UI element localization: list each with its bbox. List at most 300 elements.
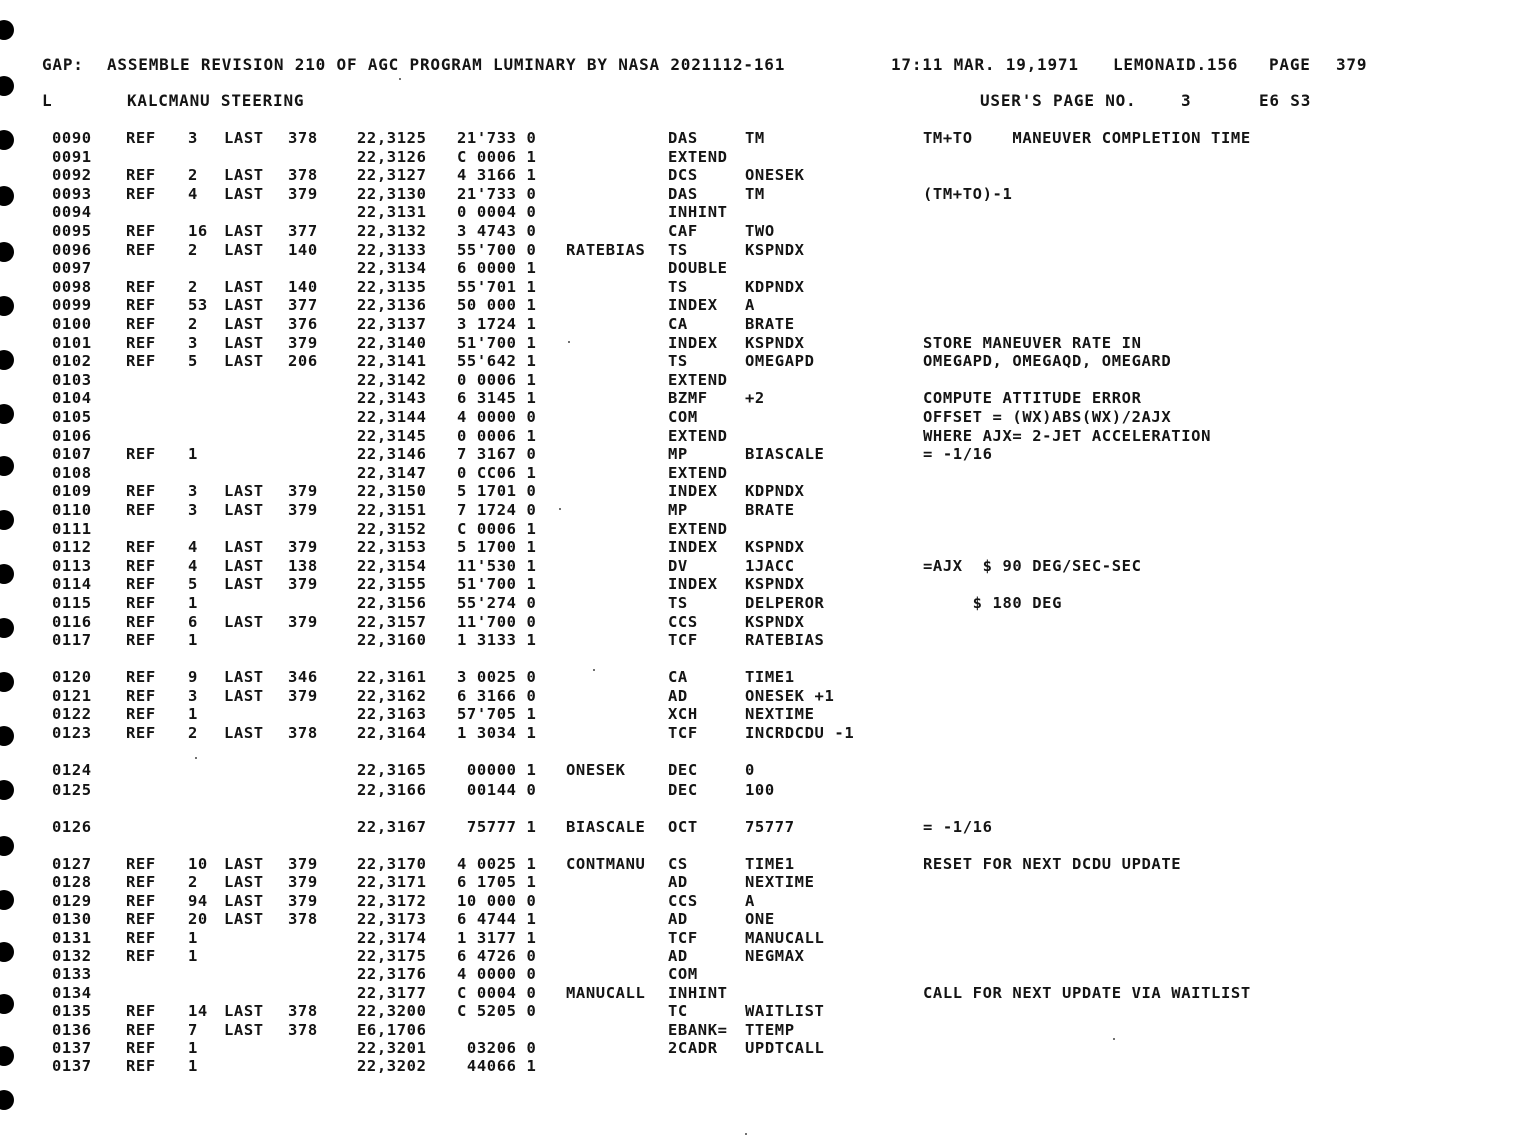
row-operand: A — [745, 296, 755, 315]
row-address: 22,3126 — [357, 147, 427, 166]
row-opcode: XCH — [668, 705, 698, 724]
row-operand: 1JACC — [745, 556, 795, 575]
header-title: ASSEMBLE REVISION 210 OF AGC PROGRAM LUMINARY BY NASA 2021112-161 — [107, 55, 786, 74]
row-ref-count: 5 — [188, 352, 198, 371]
row-octal-word: 4 0025 1 — [457, 855, 537, 873]
row-comment: WHERE AJX= 2-JET ACCELERATION — [923, 426, 1212, 445]
row-address: 22,3143 — [357, 389, 427, 408]
punch-hole — [0, 20, 14, 40]
row-opcode: EXTEND — [668, 426, 728, 445]
row-octal-word: 21'733 0 — [457, 184, 537, 203]
row-line-number: 0104 — [52, 389, 92, 408]
row-ref-keyword: REF — [126, 556, 156, 575]
row-octal-word: 6 4726 0 — [457, 947, 537, 965]
row-operand: TM — [745, 129, 765, 147]
row-last-keyword: LAST — [224, 333, 264, 352]
row-line-number: 0129 — [52, 891, 92, 910]
row-ref-keyword: REF — [126, 1020, 156, 1039]
row-address: 22,3133 — [357, 240, 427, 259]
row-address: 22,3151 — [357, 501, 427, 519]
row-ref-keyword: REF — [126, 1057, 156, 1076]
row-last-page: 378 — [288, 1020, 318, 1039]
row-last-page: 379 — [288, 855, 318, 873]
row-ref-keyword: REF — [126, 352, 156, 371]
row-last-keyword: LAST — [224, 1020, 264, 1039]
row-last-keyword: LAST — [224, 277, 264, 296]
row-last-page: 378 — [288, 1002, 318, 1021]
row-last-keyword: LAST — [224, 891, 264, 910]
row-ref-count: 1 — [188, 1057, 198, 1076]
row-opcode: DAS — [668, 184, 698, 203]
row-last-page: 379 — [288, 333, 318, 352]
row-last-keyword: LAST — [224, 910, 264, 929]
row-octal-word: 5 1701 0 — [457, 482, 537, 501]
bank-label: E6 S3 — [1259, 91, 1312, 110]
punch-hole — [0, 510, 14, 530]
row-operand: +2 — [745, 389, 765, 408]
row-address: 22,3145 — [357, 426, 427, 445]
row-line-number: 0116 — [52, 612, 92, 631]
row-address: 22,3154 — [357, 556, 427, 575]
row-octal-word: 6 3145 1 — [457, 389, 537, 408]
row-octal-word: 1 3034 1 — [457, 723, 537, 742]
row-opcode: DEC — [668, 781, 698, 799]
row-ref-count: 4 — [188, 556, 198, 575]
row-last-page: 378 — [288, 723, 318, 742]
row-address: 22,3156 — [357, 594, 427, 612]
row-opcode: CA — [668, 315, 688, 333]
row-address: 22,3127 — [357, 166, 427, 185]
row-line-number: 0091 — [52, 147, 92, 166]
punch-hole — [0, 1046, 14, 1066]
row-last-page: 377 — [288, 222, 318, 240]
row-comment: = -1/16 — [923, 445, 993, 464]
row-address: 22,3134 — [357, 259, 427, 278]
row-ref-keyword: REF — [126, 891, 156, 910]
row-operand: KSPNDX — [745, 612, 805, 631]
row-label: MANUCALL — [566, 983, 646, 1002]
paper-speck — [559, 508, 561, 510]
row-comment: =AJX $ 90 DEG/SEC-SEC — [923, 556, 1142, 575]
row-last-keyword: LAST — [224, 873, 264, 892]
row-operand: DELPEROR — [745, 594, 825, 612]
user-page-label: USER'S PAGE NO. — [980, 91, 1137, 110]
row-ref-count: 2 — [188, 240, 198, 259]
row-last-page: 379 — [288, 612, 318, 631]
row-ref-keyword: REF — [126, 482, 156, 501]
row-ref-count: 1 — [188, 705, 198, 724]
row-ref-count: 4 — [188, 184, 198, 203]
row-address: 22,3136 — [357, 296, 427, 315]
row-address: 22,3146 — [357, 445, 427, 464]
row-operand: 0 — [745, 761, 755, 779]
row-line-number: 0136 — [52, 1020, 92, 1039]
row-line-number: 0096 — [52, 240, 92, 259]
row-operand: KSPNDX — [745, 333, 805, 352]
row-octal-word: 4 0000 0 — [457, 408, 537, 426]
row-line-number: 0126 — [52, 818, 92, 836]
row-last-keyword: LAST — [224, 352, 264, 371]
row-opcode: EXTEND — [668, 519, 728, 538]
row-last-keyword: LAST — [224, 166, 264, 185]
row-line-number: 0123 — [52, 723, 92, 742]
row-address: 22,3166 — [357, 781, 427, 799]
row-opcode: TS — [668, 277, 688, 296]
row-comment: = -1/16 — [923, 818, 993, 836]
row-opcode: TCF — [668, 928, 698, 947]
row-line-number: 0094 — [52, 203, 92, 222]
row-operand: KSPNDX — [745, 240, 805, 259]
row-octal-word: 1 3177 1 — [457, 928, 537, 947]
row-opcode: INDEX — [668, 538, 718, 557]
paper-speck — [593, 669, 595, 671]
row-octal-word: 03206 0 — [457, 1039, 537, 1057]
row-ref-count: 3 — [188, 129, 198, 147]
row-label: RATEBIAS — [566, 240, 646, 259]
row-octal-word: 7 1724 0 — [457, 501, 537, 519]
row-ref-keyword: REF — [126, 947, 156, 965]
row-last-keyword: LAST — [224, 723, 264, 742]
row-operand: 100 — [745, 781, 775, 799]
row-ref-keyword: REF — [126, 166, 156, 185]
punch-hole — [0, 130, 14, 150]
row-octal-word: 0 CC06 1 — [457, 463, 537, 482]
row-octal-word: 55'700 0 — [457, 240, 537, 259]
row-opcode: OCT — [668, 818, 698, 836]
row-octal-word: 0 0004 0 — [457, 203, 537, 222]
paper-speck — [399, 78, 401, 80]
row-octal-word: 7 3167 0 — [457, 445, 537, 464]
row-last-keyword: LAST — [224, 686, 264, 705]
row-comment: OFFSET = (WX)ABS(WX)/2AJX — [923, 408, 1172, 426]
row-line-number: 0125 — [52, 781, 92, 799]
row-octal-word: 1 3133 1 — [457, 631, 537, 650]
row-octal-word: 00000 1 — [457, 761, 537, 779]
paper-speck — [568, 341, 570, 343]
row-line-number: 0137 — [52, 1039, 92, 1057]
row-ref-count: 2 — [188, 315, 198, 333]
punch-hole — [0, 672, 14, 692]
row-line-number: 0130 — [52, 910, 92, 929]
row-octal-word: 51'700 1 — [457, 575, 537, 594]
row-address: 22,3167 — [357, 818, 427, 836]
row-ref-keyword: REF — [126, 668, 156, 686]
punch-hole — [0, 296, 14, 316]
row-opcode: 2CADR — [668, 1039, 718, 1057]
row-opcode: INDEX — [668, 296, 718, 315]
row-comment: STORE MANEUVER RATE IN — [923, 333, 1142, 352]
row-octal-word: 3 0025 0 — [457, 668, 537, 686]
punch-hole — [0, 890, 14, 910]
row-line-number: 0102 — [52, 352, 92, 371]
row-ref-count: 1 — [188, 947, 198, 965]
row-line-number: 0133 — [52, 965, 92, 984]
row-ref-keyword: REF — [126, 928, 156, 947]
header-gap-label: GAP: — [42, 55, 84, 74]
row-ref-keyword: REF — [126, 873, 156, 892]
row-opcode: MP — [668, 501, 688, 519]
row-address: 22,3142 — [357, 370, 427, 389]
row-line-number: 0092 — [52, 166, 92, 185]
row-last-keyword: LAST — [224, 222, 264, 240]
row-last-page: 140 — [288, 240, 318, 259]
row-comment: RESET FOR NEXT DCDU UPDATE — [923, 855, 1182, 873]
row-operand: OMEGAPD — [745, 352, 815, 371]
row-opcode: AD — [668, 947, 688, 965]
row-octal-word: 75777 1 — [457, 818, 537, 836]
row-ref-count: 3 — [188, 501, 198, 519]
row-last-page: 346 — [288, 668, 318, 686]
row-ref-count: 4 — [188, 538, 198, 557]
row-last-keyword: LAST — [224, 1002, 264, 1021]
row-last-keyword: LAST — [224, 668, 264, 686]
row-last-keyword: LAST — [224, 612, 264, 631]
row-opcode: EBANK= — [668, 1020, 728, 1039]
row-ref-count: 2 — [188, 873, 198, 892]
row-operand: TIME1 — [745, 668, 795, 686]
row-line-number: 0124 — [52, 761, 92, 779]
row-octal-word: 5 1700 1 — [457, 538, 537, 557]
row-octal-word: C 0006 1 — [457, 519, 537, 538]
row-ref-count: 53 — [188, 296, 208, 315]
row-line-number: 0108 — [52, 463, 92, 482]
punch-hole — [0, 1090, 14, 1110]
row-line-number: 0109 — [52, 482, 92, 501]
row-octal-word: 6 1705 1 — [457, 873, 537, 892]
row-ref-keyword: REF — [126, 333, 156, 352]
row-operand: TM — [745, 184, 765, 203]
row-operand: TIME1 — [745, 855, 795, 873]
row-octal-word: 6 0000 1 — [457, 259, 537, 278]
row-line-number: 0099 — [52, 296, 92, 315]
row-opcode: AD — [668, 686, 688, 705]
row-line-number: 0095 — [52, 222, 92, 240]
row-last-page: 379 — [288, 538, 318, 557]
row-line-number: 0121 — [52, 686, 92, 705]
row-ref-count: 3 — [188, 333, 198, 352]
row-octal-word: 55'642 1 — [457, 352, 537, 371]
row-ref-keyword: REF — [126, 705, 156, 724]
punch-hole — [0, 726, 14, 746]
row-ref-keyword: REF — [126, 631, 156, 650]
row-operand: 75777 — [745, 818, 795, 836]
row-ref-keyword: REF — [126, 723, 156, 742]
row-last-keyword: LAST — [224, 129, 264, 147]
row-address: 22,3153 — [357, 538, 427, 557]
row-ref-keyword: REF — [126, 277, 156, 296]
row-octal-word: 11'700 0 — [457, 612, 537, 631]
row-last-page: 379 — [288, 482, 318, 501]
row-ref-keyword: REF — [126, 575, 156, 594]
user-page-number: 3 — [1181, 91, 1192, 110]
row-octal-word: 3 4743 0 — [457, 222, 537, 240]
row-address: 22,3140 — [357, 333, 427, 352]
row-address: 22,3137 — [357, 315, 427, 333]
row-line-number: 0113 — [52, 556, 92, 575]
row-octal-word: 00144 0 — [457, 781, 537, 799]
row-ref-count: 2 — [188, 723, 198, 742]
row-operand: NEXTIME — [745, 705, 815, 724]
row-line-number: 0120 — [52, 668, 92, 686]
paper-speck — [1113, 1038, 1115, 1040]
row-line-number: 0098 — [52, 277, 92, 296]
row-ref-keyword: REF — [126, 129, 156, 147]
row-opcode: TCF — [668, 631, 698, 650]
row-operand: INCRDCDU -1 — [745, 723, 855, 742]
row-last-page: 378 — [288, 129, 318, 147]
row-operand: ONE — [745, 910, 775, 929]
row-operand: KDPNDX — [745, 277, 805, 296]
row-opcode: INDEX — [668, 575, 718, 594]
row-last-keyword: LAST — [224, 184, 264, 203]
row-octal-word: 11'530 1 — [457, 556, 537, 575]
row-operand: RATEBIAS — [745, 631, 825, 650]
punch-hole — [0, 456, 14, 476]
row-opcode: CA — [668, 668, 688, 686]
row-address: 22,3170 — [357, 855, 427, 873]
row-address: 22,3171 — [357, 873, 427, 892]
row-opcode: DEC — [668, 761, 698, 779]
row-octal-word: 6 3166 0 — [457, 686, 537, 705]
row-line-number: 0122 — [52, 705, 92, 724]
row-address: 22,3147 — [357, 463, 427, 482]
row-last-page: 379 — [288, 686, 318, 705]
row-address: 22,3175 — [357, 947, 427, 965]
row-last-page: 379 — [288, 575, 318, 594]
row-address: 22,3177 — [357, 983, 427, 1002]
row-octal-word: C 0004 0 — [457, 983, 537, 1002]
row-opcode: INDEX — [668, 482, 718, 501]
row-address: 22,3130 — [357, 184, 427, 203]
row-opcode: BZMF — [668, 389, 708, 408]
row-line-number: 0097 — [52, 259, 92, 278]
row-opcode: EXTEND — [668, 147, 728, 166]
row-octal-word: 10 000 0 — [457, 891, 537, 910]
row-comment: TM+TO MANEUVER COMPLETION TIME — [923, 129, 1251, 147]
row-line-number: 0137 — [52, 1057, 92, 1076]
row-last-page: 378 — [288, 166, 318, 185]
row-address: 22,3160 — [357, 631, 427, 650]
row-octal-word: 6 4744 1 — [457, 910, 537, 929]
row-ref-keyword: REF — [126, 594, 156, 612]
row-line-number: 0093 — [52, 184, 92, 203]
row-last-keyword: LAST — [224, 575, 264, 594]
row-operand: A — [745, 891, 755, 910]
row-operand: TTEMP — [745, 1020, 795, 1039]
row-octal-word: 51'700 1 — [457, 333, 537, 352]
row-octal-word: 4 0000 0 — [457, 965, 537, 984]
row-last-page: 377 — [288, 296, 318, 315]
row-ref-count: 5 — [188, 575, 198, 594]
row-operand: KSPNDX — [745, 538, 805, 557]
row-ref-keyword: REF — [126, 855, 156, 873]
header-page-number: 379 — [1336, 55, 1368, 74]
row-last-page: 379 — [288, 873, 318, 892]
row-address: 22,3144 — [357, 408, 427, 426]
punch-hole — [0, 942, 14, 962]
punch-hole — [0, 350, 14, 370]
punch-hole — [0, 404, 14, 424]
row-ref-keyword: REF — [126, 1039, 156, 1057]
row-ref-count: 20 — [188, 910, 208, 929]
row-address: 22,3157 — [357, 612, 427, 631]
row-address: 22,3176 — [357, 965, 427, 984]
row-ref-count: 1 — [188, 445, 198, 464]
row-ref-count: 94 — [188, 891, 208, 910]
row-opcode: CCS — [668, 891, 698, 910]
row-last-page: 379 — [288, 501, 318, 519]
row-ref-keyword: REF — [126, 296, 156, 315]
header-assembler: LEMONAID.156 — [1113, 55, 1239, 74]
row-opcode: DOUBLE — [668, 259, 728, 278]
row-comment: (TM+TO)-1 — [923, 184, 1013, 203]
row-address: E6,1706 — [357, 1020, 427, 1039]
punch-hole — [0, 76, 14, 96]
row-address: 22,3165 — [357, 761, 427, 779]
row-octal-word: 0 0006 1 — [457, 370, 537, 389]
row-address: 22,3164 — [357, 723, 427, 742]
row-octal-word: 57'705 1 — [457, 705, 537, 724]
row-operand: NEXTIME — [745, 873, 815, 892]
row-line-number: 0127 — [52, 855, 92, 873]
row-last-keyword: LAST — [224, 240, 264, 259]
row-line-number: 0090 — [52, 129, 92, 147]
row-opcode: TS — [668, 594, 688, 612]
row-octal-word: 4 3166 1 — [457, 166, 537, 185]
row-operand: MANUCALL — [745, 928, 825, 947]
row-label: ONESEK — [566, 761, 626, 779]
row-opcode: INDEX — [668, 333, 718, 352]
row-operand: BRATE — [745, 501, 795, 519]
row-operand: ONESEK +1 — [745, 686, 835, 705]
row-ref-keyword: REF — [126, 445, 156, 464]
row-address: 22,3173 — [357, 910, 427, 929]
row-line-number: 0103 — [52, 370, 92, 389]
row-last-page: 378 — [288, 910, 318, 929]
row-line-number: 0107 — [52, 445, 92, 464]
row-address: 22,3163 — [357, 705, 427, 724]
row-ref-keyword: REF — [126, 240, 156, 259]
row-octal-word: 55'701 1 — [457, 277, 537, 296]
row-last-keyword: LAST — [224, 315, 264, 333]
row-line-number: 0132 — [52, 947, 92, 965]
row-address: 22,3161 — [357, 668, 427, 686]
row-octal-word: C 5205 0 — [457, 1002, 537, 1021]
row-address: 22,3141 — [357, 352, 427, 371]
row-last-page: 140 — [288, 277, 318, 296]
row-opcode: INHINT — [668, 983, 728, 1002]
row-address: 22,3131 — [357, 203, 427, 222]
row-address: 22,3125 — [357, 129, 427, 147]
row-ref-keyword: REF — [126, 910, 156, 929]
row-ref-keyword: REF — [126, 222, 156, 240]
paper-speck — [745, 1133, 747, 1135]
row-ref-count: 10 — [188, 855, 208, 873]
row-ref-keyword: REF — [126, 184, 156, 203]
row-opcode: DV — [668, 556, 688, 575]
row-ref-count: 1 — [188, 631, 198, 650]
punch-hole — [0, 242, 14, 262]
row-octal-word: 44066 1 — [457, 1057, 537, 1076]
row-octal-word: 0 0006 1 — [457, 426, 537, 445]
row-last-page: 379 — [288, 184, 318, 203]
row-operand: UPDTCALL — [745, 1039, 825, 1057]
row-opcode: EXTEND — [668, 463, 728, 482]
row-opcode: INHINT — [668, 203, 728, 222]
row-comment: $ 180 DEG — [923, 594, 1063, 612]
row-last-keyword: LAST — [224, 855, 264, 873]
row-line-number: 0117 — [52, 631, 92, 650]
